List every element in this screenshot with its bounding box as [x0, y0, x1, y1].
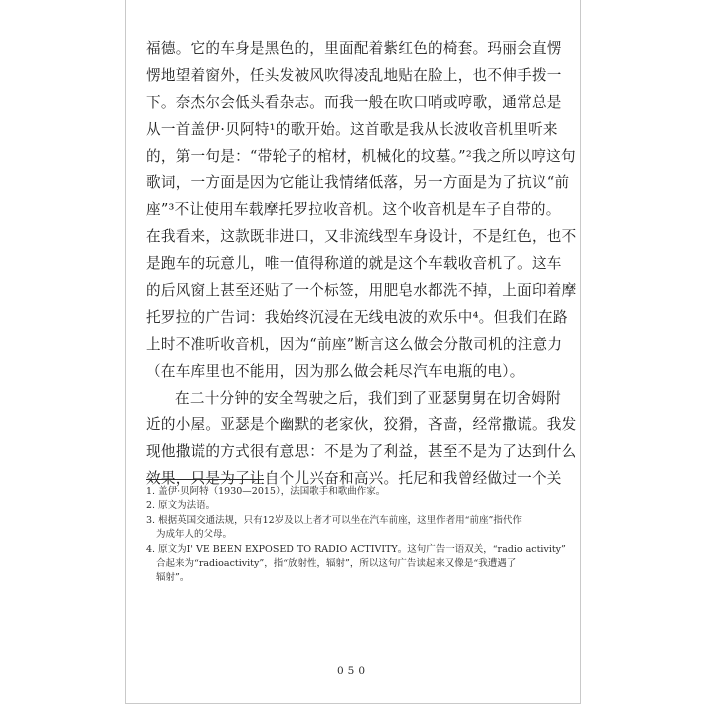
- text-line: 现他撒谎的方式很有意思：不是为了利益，甚至不是为了达到什么: [146, 443, 577, 461]
- footnote-line: 2. 原文为法语。: [146, 500, 216, 512]
- footnote-line: 3. 根据英国交通法规，只有12岁及以上者才可以坐在汽车前座，这里作者用“前座”指代作: [146, 514, 522, 526]
- text-line: 的，第一句是：“带轮子的棺材，机械化的坟墓。”²我之所以哼这句: [146, 147, 576, 165]
- footnote-divider: [146, 479, 264, 480]
- text-line: 从一首盖伊·贝阿特¹的歌开始。这首歌是我从长波收音机里听来: [146, 120, 558, 138]
- footnote-line: 为成年人的父母。: [156, 529, 233, 541]
- text-line: 座”³不让使用车载摩托罗拉收音机。这个收音机是车子自带的。: [146, 201, 561, 219]
- text-line: 歌词，一方面是因为它能让我情绪低落，另一方面是为了抗议“前: [146, 174, 570, 192]
- text-line: 托罗拉的广告词：我始终沉浸在无线电波的欢乐中⁴。但我们在路: [146, 308, 568, 326]
- text-line: （在车库里也不能用，因为那么做会耗尽汽车电瓶的电）。: [146, 362, 525, 380]
- text-line: 上时不准听收音机，因为“前座”断言这么做会分散司机的注意力: [146, 335, 563, 353]
- main-text: [146, 36, 577, 493]
- text-line: 的后风窗上甚至还贴了一个标签，用肥皂水都洗不掉，上面印着摩: [146, 282, 577, 300]
- text-line: 在我看来，这款既非进口，又非流线型车身设计，不是红色，也不: [146, 228, 577, 246]
- footnote-line: 1. 盖伊·贝阿特（1930—2015），法国歌手和歌曲作家。: [146, 486, 386, 497]
- book-page: [125, 0, 581, 704]
- text-line: 在二十分钟的安全驾驶之后，我们到了亚瑟舅舅在切舍姆附: [175, 389, 561, 407]
- text-line: 下。奈杰尔会低头看杂志。而我一般在吹口哨或哼歌，通常总是: [146, 93, 562, 111]
- footnote-line: 合起来为“radioactivity”，指“放射性，辐射”，所以这句广告读起来又像是“我遭遇了: [156, 557, 517, 569]
- text-line: 是跑车的玩意儿，唯一值得称道的就是这个车载收音机了。这车: [146, 255, 562, 273]
- footnote-line: 辐射”。: [156, 572, 190, 584]
- footnote-line: 4. 原文为I' VE BEEN EXPOSED TO RADIO ACTIVITY。这句广告一语双关，“radio activity”: [146, 543, 566, 555]
- text-line: 愣地望着窗外，任头发被风吹得凌乱地贴在脸上，也不伸手拨一: [146, 66, 562, 84]
- text-line: 近的小屋。亚瑟是个幽默的老家伙，狡猾，吝啬，经常撒谎。我发: [146, 416, 577, 434]
- footnotes: [146, 485, 566, 586]
- text-line: 福德。它的车身是黑色的，里面配着紫红色的椅套。玛丽会直愣: [146, 40, 562, 57]
- page-number: 050: [336, 665, 370, 677]
- text-line: 效果，只是为了让自个儿兴奋和高兴。托尼和我曾经做过一个关: [146, 470, 562, 488]
